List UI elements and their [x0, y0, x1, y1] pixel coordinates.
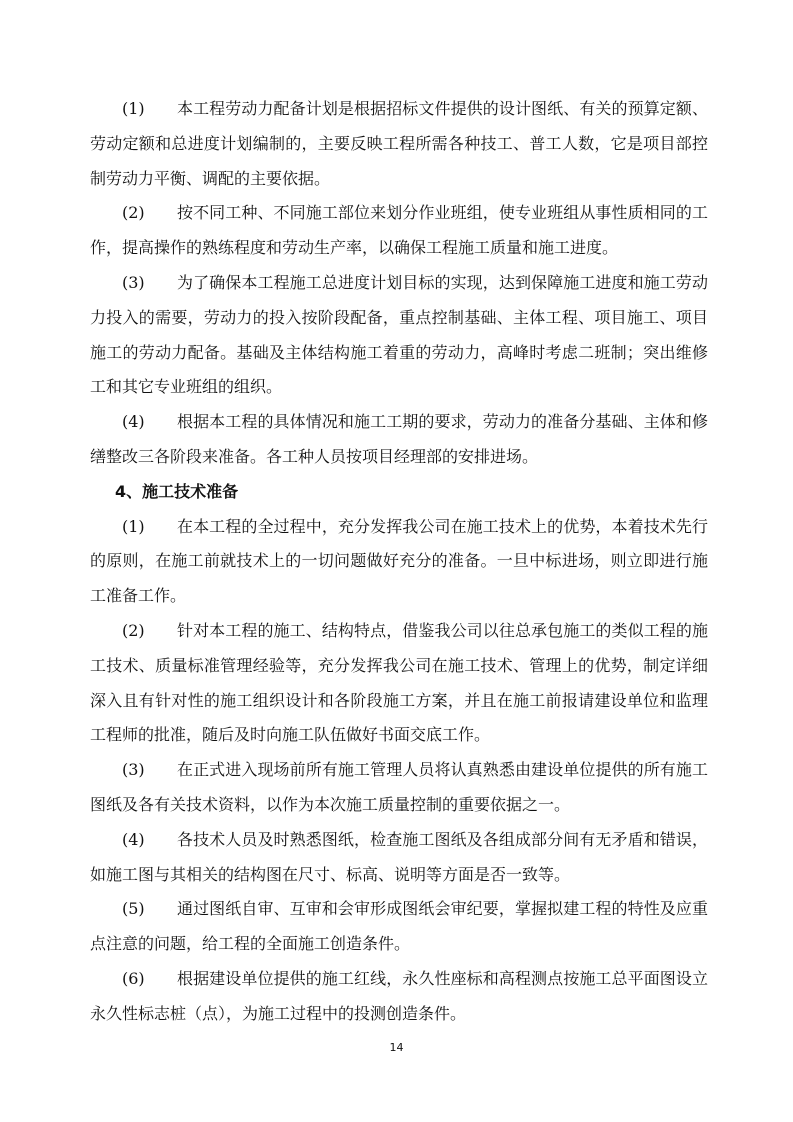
section-heading: 4、施工技术准备: [115, 481, 239, 501]
text-line: [90, 962, 708, 997]
item-number: (3): [122, 272, 145, 292]
technical-preparation-section: [90, 510, 708, 1032]
text-line: [90, 405, 708, 440]
document-body: [90, 92, 708, 1032]
text-line: [90, 614, 708, 649]
text-line: 劳动定额和总进度计划编制的，主要反映工程所需各种技工、普工人数，它是项目部控: [90, 133, 708, 153]
text-line: [90, 196, 708, 231]
text-line: 作，提高操作的熟练程度和劳动生产率，以确保工程施工质量和施工进度。: [90, 238, 619, 258]
text-line: 力投入的需要，劳动力的投入按阶段配备，重点控制基础、主体工程、项目施工、项目: [90, 307, 708, 327]
item-number: (2): [122, 620, 145, 640]
line-text: 为了确保本工程施工总进度计划目标的实现，达到保障施工进度和施工劳动: [177, 272, 708, 292]
line-text: 根据本工程的具体情况和施工工期的要求，劳动力的准备分基础、主体和修: [177, 412, 708, 432]
paragraph: [90, 92, 708, 196]
text-line: 工准备工作。: [90, 586, 187, 606]
page-number: 14: [389, 1041, 404, 1054]
paragraph: [90, 753, 708, 823]
line-text: 针对本工程的施工、结构特点，借鉴我公司以往总承包施工的类似工程的施: [177, 620, 708, 640]
text-line: 缮整改三各阶段来准备。各工种人员按项目经理部的安排进场。: [90, 446, 539, 466]
paragraph: [90, 614, 708, 753]
paragraph: [90, 510, 708, 614]
text-line: 施工的劳动力配备。基础及主体结构施工着重的劳动力，高峰时考虑二班制；突出维修: [90, 342, 708, 362]
text-line: 制劳动力平衡、调配的主要依据。: [90, 168, 331, 188]
text-line: 的原则，在施工前就技术上的一切问题做好充分的准备。一旦中标进场，则立即进行施: [90, 551, 708, 571]
text-line: [90, 823, 708, 858]
text-line: 工和其它专业班组的组织。: [90, 377, 283, 397]
item-number: (1): [122, 99, 145, 118]
text-line: 深入且有针对性的施工组织设计和各阶段施工方案，并且在施工前报请建设单位和监理: [90, 690, 708, 710]
item-number: (2): [122, 203, 145, 223]
item-number: (5): [122, 899, 145, 919]
text-line: [90, 510, 708, 545]
item-number: (1): [122, 516, 145, 536]
text-line: [90, 892, 708, 927]
text-line: [90, 753, 708, 788]
line-text: 在本工程的全过程中，充分发挥我公司在施工技术上的优势，本着技术先行: [177, 516, 708, 536]
paragraph: [90, 962, 708, 1032]
paragraph: [90, 405, 708, 475]
text-line: 如施工图与其相关的结构图在尺寸、标高、说明等方面是否一致等。: [90, 864, 571, 884]
paragraph: [90, 892, 708, 962]
text-line: 工程师的批准，随后及时向施工队伍做好书面交底工作。: [90, 725, 491, 745]
paragraph: [90, 266, 708, 405]
line-text: 通过图纸自审、互审和会审形成图纸会审纪要，掌握拟建工程的特性及应重: [177, 899, 708, 919]
paragraph: [90, 196, 708, 266]
line-text: 本工程劳动力配备计划是根据招标文件提供的设计图纸、有关的预算定额、: [177, 99, 708, 118]
text-line: 点注意的问题，给工程的全面施工创造条件。: [90, 934, 411, 954]
item-number: (4): [122, 412, 145, 432]
text-line: [90, 92, 708, 127]
paragraph: [90, 823, 708, 893]
labor-plan-section: [90, 92, 708, 475]
line-text: 根据建设单位提供的施工红线，永久性座标和高程测点按施工总平面图设立: [177, 968, 708, 988]
item-number: (4): [122, 829, 145, 849]
line-text: 各技术人员及时熟悉图纸，检查施工图纸及各组成部分间有无矛盾和错误，: [177, 829, 708, 849]
item-number: (6): [122, 968, 145, 988]
text-line: [90, 266, 708, 301]
item-number: (3): [122, 760, 145, 780]
text-line: 图纸及各有关技术资料，以作为本次施工质量控制的重要依据之一。: [90, 794, 571, 814]
line-text: 在正式进入现场前所有施工管理人员将认真熟悉由建设单位提供的所有施工: [177, 760, 708, 780]
text-line: 工技术、质量标准管理经验等，充分发挥我公司在施工技术、管理上的优势，制定详细: [90, 655, 708, 675]
text-line: 永久性标志桩（点），为施工过程中的投测创造条件。: [90, 1003, 467, 1023]
line-text: 按不同工种、不同施工部位来划分作业班组，使专业班组从事性质相同的工: [177, 203, 708, 223]
